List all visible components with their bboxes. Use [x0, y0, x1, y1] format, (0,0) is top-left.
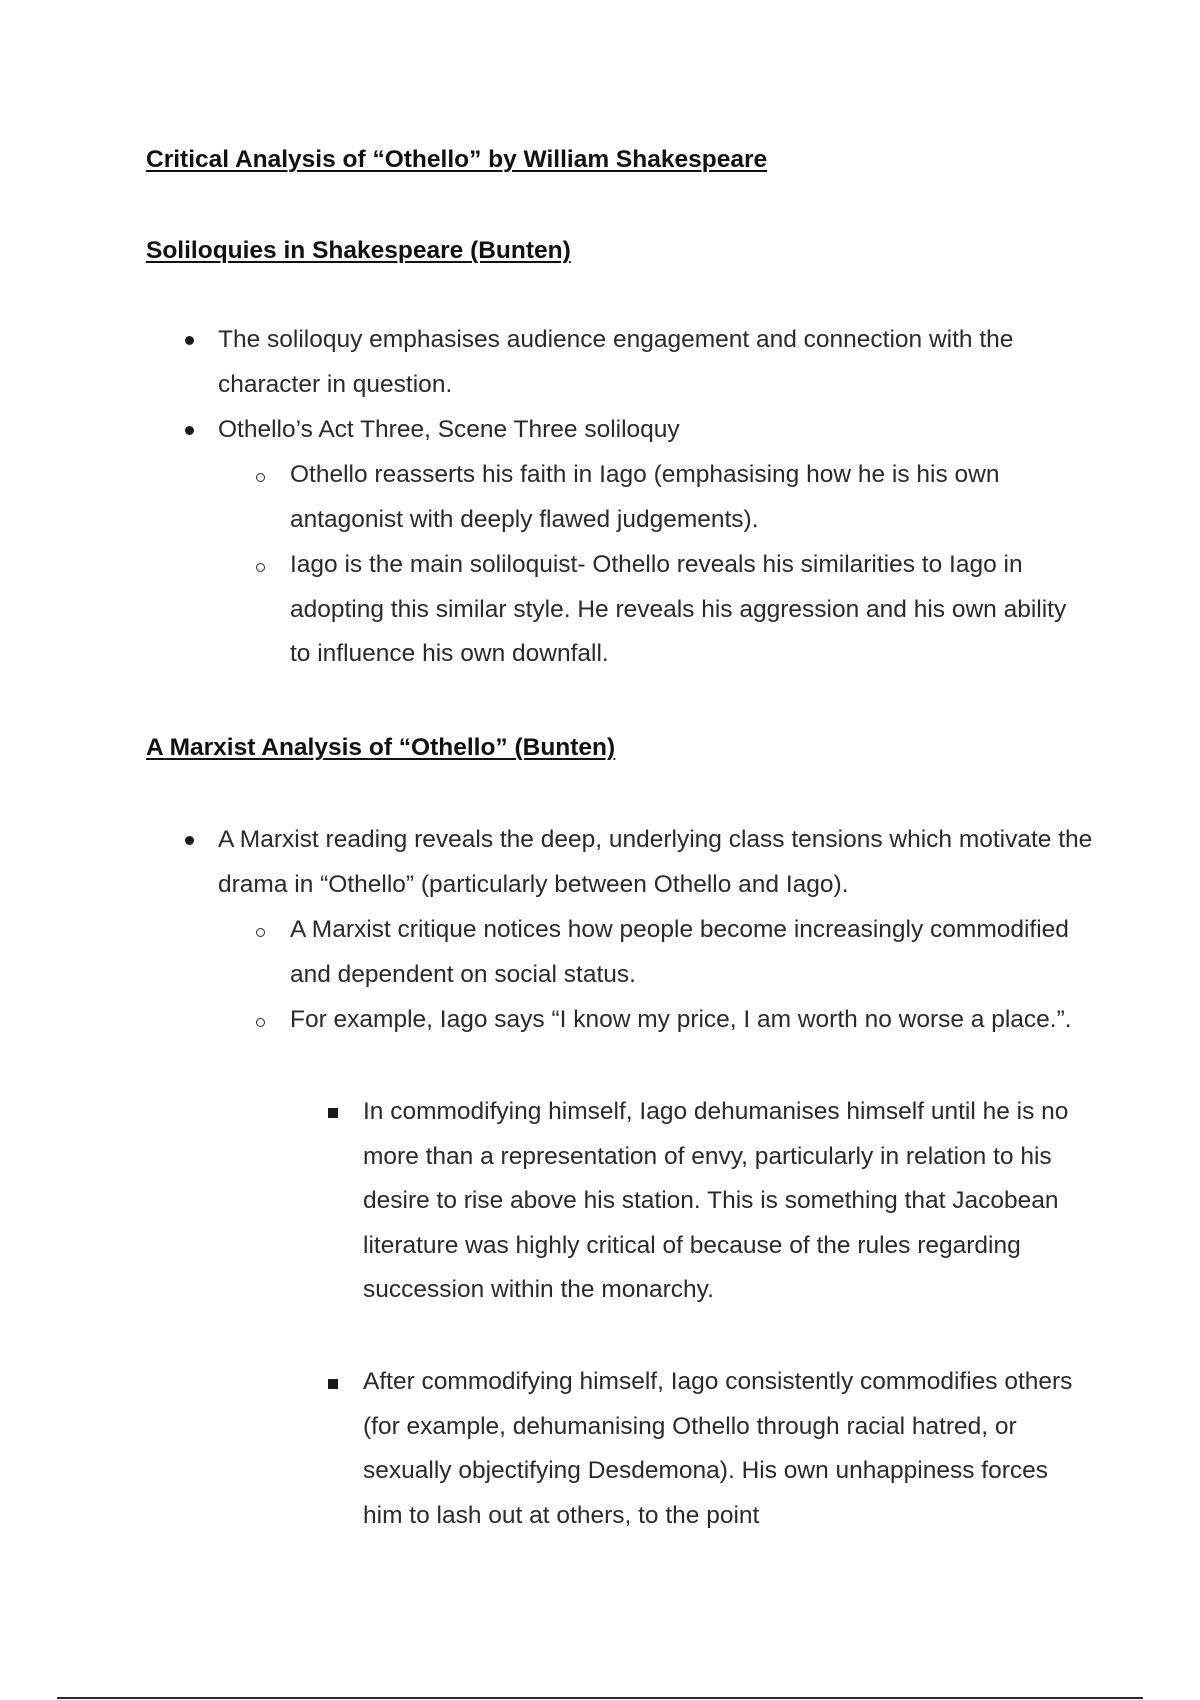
list-item: For example, Iago says “I know my price, I am worth no worse a place.”.	[290, 1006, 1072, 1033]
list-item: A Marxist reading reveals the deep, underlying class tensions which motivate the drama in “Othello” (particularly between Othello and Iago).	[218, 826, 1093, 898]
circle-bullet	[256, 928, 265, 937]
section-heading-soliloquies: Soliloquies in Shakespeare (Bunten)	[146, 237, 571, 264]
disc-bullet	[185, 336, 194, 345]
document-title: Critical Analysis of “Othello” by William Shakespeare	[146, 146, 768, 173]
square-bullet	[328, 1379, 338, 1389]
circle-bullet	[256, 563, 265, 572]
list-item: The soliloquy emphasises audience engagement and connection with the character in question.	[218, 326, 1014, 398]
square-bullet	[328, 1108, 338, 1118]
list-item: Othello reasserts his faith in Iago (emphasising how he is his own antagonist with deeply flawed judgements).	[290, 461, 1000, 533]
list-item: In commodifying himself, Iago dehumanises himself until he is no more than a representation of envy, particularly in relation to his desire to rise above his station. This is something that Jacobean literature was highly critical of because of the rules regarding succession within the monarchy.	[363, 1098, 1069, 1303]
page-bottom-rule	[57, 1697, 1143, 1699]
circle-bullet	[256, 473, 265, 482]
list-item: After commodifying himself, Iago consistently commodifies others (for example, dehumanising Othello through racial hatred, or sexually objectifying Desdemona). His own unhappiness forces him to lash out at others, to the point	[363, 1368, 1073, 1529]
circle-bullet	[256, 1018, 265, 1027]
section-heading-marxist: A Marxist Analysis of “Othello” (Bunten)	[146, 734, 616, 761]
list-item: A Marxist critique notices how people become increasingly commodified and dependent on social status.	[290, 916, 1069, 988]
disc-bullet	[185, 426, 194, 435]
disc-bullet	[185, 836, 194, 845]
list-item: Iago is the main soliloquist- Othello reveals his similarities to Iago in adopting this similar style. He reveals his aggression and his own ability to influence his own downfall.	[290, 551, 1067, 667]
list-item: Othello’s Act Three, Scene Three soliloquy	[218, 416, 680, 443]
